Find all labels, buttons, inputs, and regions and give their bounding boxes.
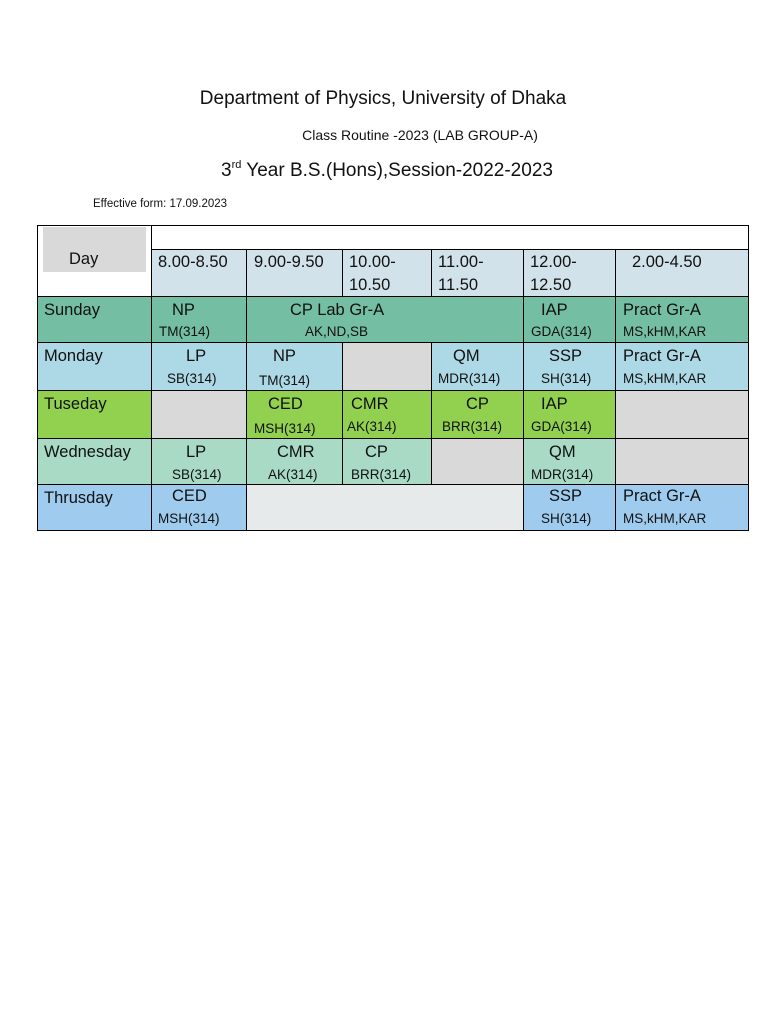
course-code: NP [273, 347, 296, 365]
day-cell-monday [38, 342, 151, 390]
empty-cell [615, 390, 748, 438]
lab-teachers: AK,ND,SB [305, 324, 369, 339]
course-code: QM [549, 443, 576, 461]
practical-teachers: MS,kHM,KAR [623, 511, 707, 526]
time-slot-2 [246, 249, 342, 296]
routine-table [37, 225, 749, 531]
day-label: Wednesday [44, 443, 131, 461]
course-code: CP [466, 395, 489, 413]
class-cell [151, 438, 246, 484]
time-slot-5 [523, 249, 615, 296]
course-code: IAP [541, 301, 568, 319]
course-code: SSP [549, 347, 583, 365]
year-ordinal-suffix: rd [231, 159, 242, 171]
room-code: AK(314) [268, 467, 318, 482]
course-code: IAP [541, 395, 568, 413]
course-code: CP [365, 443, 388, 461]
practical-group: Pract Gr-A [623, 487, 701, 505]
class-cell [151, 296, 246, 342]
day-label: Tuseday [44, 395, 107, 413]
time-slot-5-end: 12.50 [530, 276, 572, 294]
class-cell [431, 390, 523, 438]
empty-cell [246, 484, 523, 530]
room-code: SB(314) [172, 467, 222, 482]
practical-teachers: MS,kHM,KAR [623, 371, 707, 386]
time-slot-1 [151, 249, 246, 296]
room-code: TM(314) [159, 324, 211, 339]
room-code: SH(314) [541, 511, 592, 526]
day-label: Thrusday [44, 489, 113, 507]
practical-cell [615, 342, 748, 390]
room-code: AK(314) [347, 419, 397, 434]
class-cell [342, 438, 431, 484]
practical-group: Pract Gr-A [623, 347, 701, 365]
room-code: GDA(314) [531, 419, 592, 434]
practical-group: Pract Gr-A [623, 301, 701, 319]
class-cell [342, 390, 431, 438]
day-header-label: Day [69, 250, 99, 268]
course-code: SSP [549, 487, 583, 505]
course-code: CED [172, 487, 207, 505]
day-label: Sunday [44, 301, 100, 319]
time-slot-4-start: 11.00- [438, 253, 484, 271]
room-code: GDA(314) [531, 324, 592, 339]
room-code: MDR(314) [531, 467, 594, 482]
course-code: QM [453, 347, 480, 365]
session-title [3, 160, 768, 182]
practical-teachers: MS,kHM,KAR [623, 324, 707, 339]
empty-cell [431, 438, 523, 484]
day-cell-thursday [38, 484, 151, 530]
time-slot-5-start: 12.00- [530, 253, 577, 271]
time-slot-3 [342, 249, 431, 296]
course-code: NP [172, 301, 195, 319]
lab-cell [246, 296, 523, 342]
day-label: Monday [44, 347, 103, 365]
lab-name: CP Lab Gr-A [290, 301, 385, 319]
room-code: SB(314) [167, 371, 217, 386]
room-code: TM(314) [259, 373, 311, 388]
class-cell [246, 438, 342, 484]
session-text: Year B.S.(Hons),Session-2022-2023 [241, 160, 553, 181]
room-code: SH(314) [541, 371, 592, 386]
course-code: LP [186, 443, 207, 461]
time-slot-6 [615, 249, 748, 296]
course-code: CED [268, 395, 303, 413]
empty-cell [615, 438, 748, 484]
time-slot-6-label: 2.00-4.50 [632, 253, 702, 271]
class-cell [151, 342, 246, 390]
class-cell [151, 484, 246, 530]
room-code: MDR(314) [438, 371, 501, 386]
class-cell [523, 438, 615, 484]
class-cell [523, 296, 615, 342]
room-code: MSH(314) [158, 511, 220, 526]
class-cell [523, 390, 615, 438]
class-cell [523, 342, 615, 390]
day-cell-tuesday [38, 390, 151, 438]
time-slot-3-end: 10.50 [349, 276, 391, 294]
room-code: MSH(314) [254, 421, 316, 436]
time-slot-3-start: 10.00- [349, 253, 396, 271]
class-cell [246, 342, 342, 390]
room-code: BRR(314) [351, 467, 412, 482]
course-code: LP [186, 347, 207, 365]
routine-subtitle: Class Routine -2023 (LAB GROUP-A) [302, 127, 538, 143]
class-cell [523, 484, 615, 530]
time-slot-4 [431, 249, 523, 296]
day-header-cell [38, 226, 151, 296]
effective-date: Effective form: 17.09.2023 [93, 198, 228, 210]
empty-cell [342, 342, 431, 390]
department-title: Department of Physics, University of Dhaka [199, 88, 567, 109]
room-code: BRR(314) [442, 419, 503, 434]
course-code: CMR [277, 443, 315, 461]
practical-cell [615, 296, 748, 342]
day-cell-wednesday [38, 438, 151, 484]
practical-cell [615, 484, 748, 530]
course-code: CMR [351, 395, 389, 413]
class-cell [246, 390, 342, 438]
header-top-strip [151, 226, 748, 249]
day-cell-sunday [38, 296, 151, 342]
year-number: 3 [221, 160, 232, 181]
time-slot-2-label: 9.00-9.50 [254, 253, 324, 271]
class-cell [431, 342, 523, 390]
time-slot-1-label: 8.00-8.50 [158, 253, 228, 271]
time-slot-4-end: 11.50 [438, 276, 479, 294]
empty-cell [151, 390, 246, 438]
